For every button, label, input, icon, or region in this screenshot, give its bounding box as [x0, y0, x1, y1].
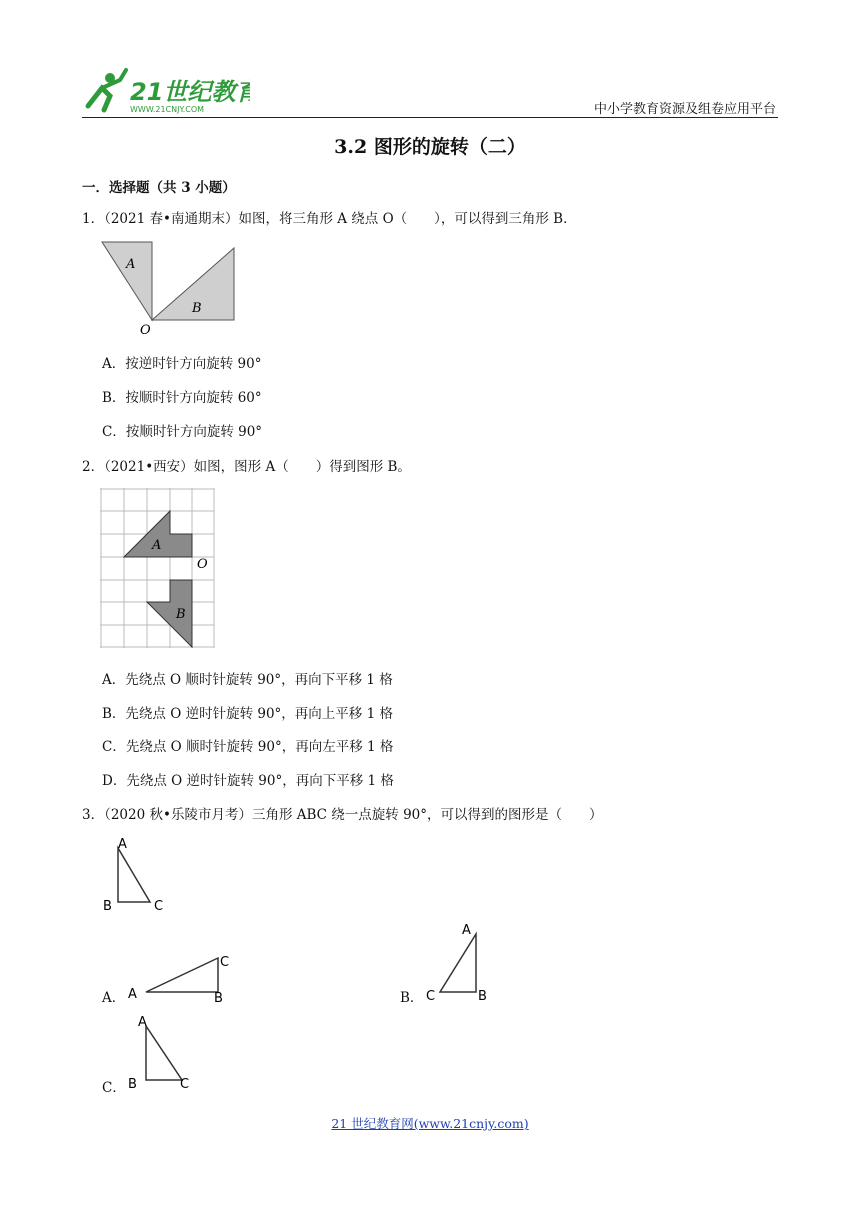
- question-1-stem: 1．（2021 春•南通期末）如图，将三角形 A 绕点 O（ ），可以得到三角形 B．: [82, 211, 577, 227]
- q3-option-c: C．: [102, 1080, 126, 1096]
- q1-label-a: A: [126, 257, 136, 272]
- q1-option-c: C．按顺时针方向旋转 90°: [102, 424, 263, 440]
- header-logo: [80, 66, 250, 116]
- svg-text:B: B: [478, 989, 487, 1004]
- q1-label-b: B: [192, 301, 202, 316]
- svg-text:A: A: [138, 1015, 147, 1030]
- page-title: 3.2 图形的旋转（二）: [334, 136, 526, 158]
- header-platform-text: 中小学教育资源及组卷应用平台: [593, 102, 776, 117]
- svg-text:B: B: [214, 991, 223, 1004]
- question-1-figure: [96, 234, 246, 336]
- svg-text:A: A: [462, 923, 471, 938]
- q2-option-c: C．先绕点 O 顺时针旋转 90°，再向左平移 1 格: [102, 739, 394, 755]
- question-3-triangle-abc: [98, 832, 178, 918]
- svg-text:A: A: [128, 987, 137, 1002]
- q3-option-b-figure: [422, 920, 494, 1004]
- runner-logo-icon: [80, 66, 250, 116]
- svg-text:C: C: [220, 955, 230, 970]
- q3-option-a-figure: [126, 950, 238, 1004]
- q2-label-o: O: [197, 557, 208, 572]
- footer: [0, 1114, 860, 1132]
- question-2-figure: [100, 488, 220, 650]
- question-2-stem: 2．（2021•西安）如图，图形 A（ ）得到图形 B。: [82, 459, 411, 475]
- q1-option-b: B．按顺时针方向旋转 60°: [102, 390, 262, 406]
- svg-text:21世纪教育: 21世纪教育: [130, 78, 250, 106]
- q2-option-d: D．先绕点 O 逆时针旋转 90°，再向下平移 1 格: [102, 773, 394, 789]
- svg-text:C: C: [154, 899, 164, 914]
- svg-text:C: C: [426, 989, 436, 1004]
- q2-option-b: B．先绕点 O 逆时针旋转 90°，再向上平移 1 格: [102, 706, 393, 722]
- header-divider: [82, 117, 778, 118]
- q1-label-o: O: [140, 323, 151, 336]
- question-3-stem: 3．（2020 秋•乐陵市月考）三角形 ABC 绕一点旋转 90°，可以得到的图形是（ ）: [82, 807, 603, 823]
- q1-option-a: A．按逆时针方向旋转 90°: [102, 356, 262, 372]
- q2-option-a: A．先绕点 O 顺时针旋转 90°，再向下平移 1 格: [102, 672, 393, 688]
- svg-text:B: B: [128, 1077, 137, 1092]
- svg-text:C: C: [180, 1077, 190, 1092]
- q3-option-c-figure: [124, 1010, 198, 1096]
- svg-text:WWW.21CNJY.COM: WWW.21CNJY.COM: [130, 105, 205, 114]
- q2-label-b: B: [176, 607, 186, 622]
- footer-link[interactable]: 21 世纪教育网(www.21cnjy.com): [331, 1116, 529, 1131]
- svg-text:A: A: [118, 837, 127, 852]
- section-title: 一．选择题（共 3 小题）: [82, 180, 236, 196]
- q3-option-b: B．: [400, 990, 424, 1006]
- q2-label-a: A: [152, 538, 162, 553]
- svg-text:B: B: [103, 899, 112, 914]
- q3-option-a: A．: [102, 990, 126, 1006]
